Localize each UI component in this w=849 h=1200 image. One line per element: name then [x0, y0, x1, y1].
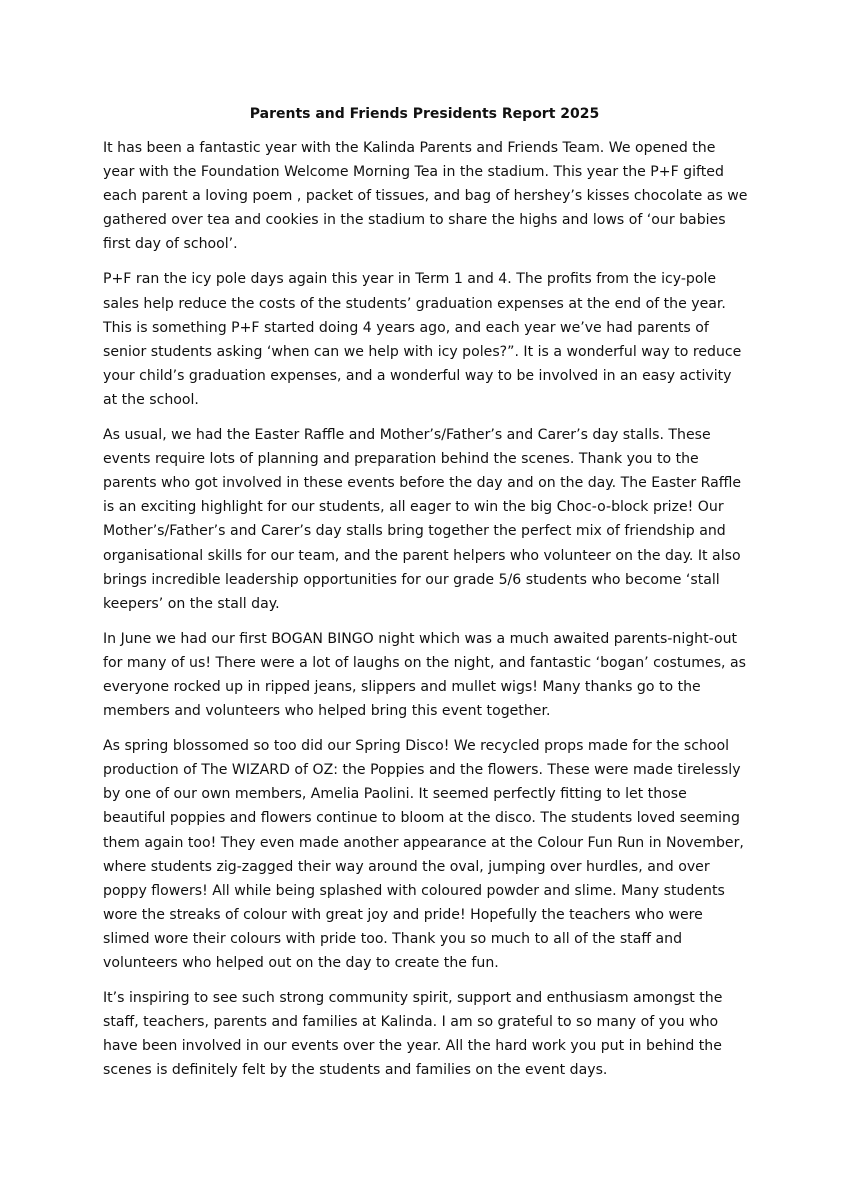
document-body: [103, 136, 749, 1093]
paragraph-spring-disco: As spring blossomed so too did our Spring Disco! We recycled props made for the school production of The WIZARD of OZ: the Poppies and the flowers. These were made tirelessly by one of our own members, Amelia Paolini. It seemed perfectly fitting to let those beautiful poppies and flowers continue to bloom at the disco. The students loved seeming them again too! They even made another appearance at the Colour Fun Run in November, where students zig-zagged their way around the oval, jumping over hurdles, and over poppy flowers! All while being splashed with coloured powder and slime. Many students wore the streaks of colour with great joy and pride! Hopefully the teachers who were slimed wore their colours with pride too. Thank you so much to all of the staff and volunteers who helped out on the day to create the fun.: [103, 738, 744, 971]
paragraph-community-spirit: It’s inspiring to see such strong community spirit, support and enthusiasm amongst the staff, teachers, parents and families at Kalinda. I am so grateful to so many of you who have been involved in our events over the year. All the hard work you put in behind the scenes is definitely felt by the students and families on the event days.: [103, 990, 723, 1079]
paragraph-icy-pole-days: P+F ran the icy pole days again this year in Term 1 and 4. The profits from the icy-pole sales help reduce the costs of the students’ graduation expenses at the end of the year. This is something P+F started doing 4 years ago, and each year we’ve had parents of senior students asking ‘when can we help with icy poles?”. It is a wonderful way to reduce your child’s graduation expenses, and a wonderful way to be involved in an easy activity at the school.: [103, 271, 742, 408]
paragraph-welcome-morning-tea: It has been a fantastic year with the Kalinda Parents and Friends Team. We opened the year with the Foundation Welcome Morning Tea in the stadium. This year the P+F gifted each parent a loving poem , packet of tissues, and bag of hershey’s kisses chocolate as we gathered over tea and cookies in the stadium to share the highs and lows of ‘our babies first day of school’.: [103, 140, 748, 253]
paragraph-bogan-bingo: In June we had our first BOGAN BINGO night which was a much awaited parents-night-out for many of us! There were a lot of laughs on the night, and fantastic ‘bogan’ costumes, as everyone rocked up in ripped jeans, slippers and mullet wigs! Many thanks go to the members and volunteers who helped bring this event together.: [103, 630, 746, 720]
paragraph-easter-raffle-stalls: As usual, we had the Easter Raffle and Mother’s/Father’s and Carer’s day stalls. These events require lots of planning and preparation behind the scenes. Thank you to the parents who got involved in these events before the day and on the day. The Easter Raffle is an exciting highlight for our students, all eager to win the big Choc-o-block prize! Our Mother’s/Father’s and Carer’s day stalls bring together the perfect mix of friendship and organisational skills for our team, and the parent helpers who volunteer on the day. It also brings incredible leadership opportunities for our grade 5/6 students who become ‘stall keepers’ on the stall day.: [103, 427, 742, 612]
document-title: Parents and Friends Presidents Report 2025: [249, 106, 600, 122]
